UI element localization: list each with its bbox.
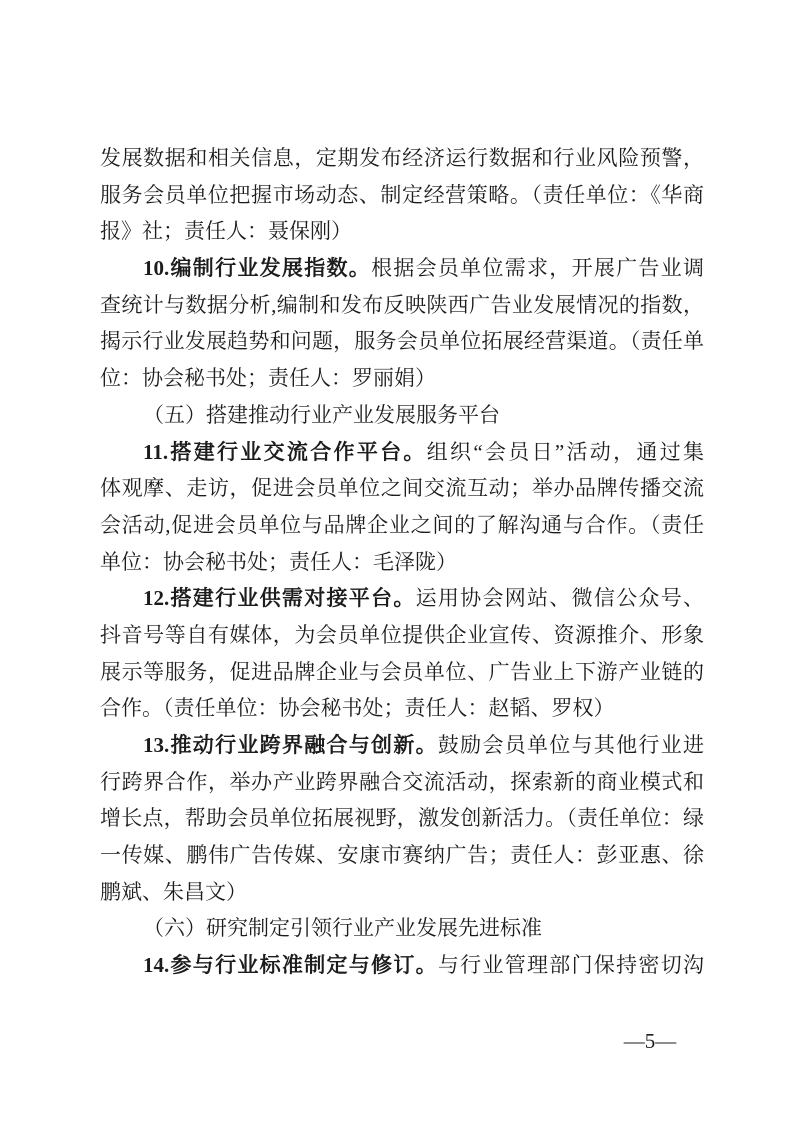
text-line: 会活动,促进会员单位与品牌企业之间的了解沟通与合作。（责任 bbox=[100, 512, 704, 537]
text-line: 12.搭建行业供需对接平台。运用协会网站、微信公众号、 bbox=[143, 586, 704, 611]
item-title: 14.参与行业标准制定与修订。 bbox=[143, 953, 438, 978]
item-title: 13.推动行业跨界融合与创新。 bbox=[143, 733, 438, 757]
text-line: 合作。（责任单位：协会秘书处；责任人：赵韬、罗权） bbox=[100, 696, 615, 721]
text-line: 查统计与数据分析,编制和发布反映陕西广告业发展情况的指数， bbox=[100, 292, 704, 317]
text-line: 11.搭建行业交流合作平台。组织“会员日”活动，通过集 bbox=[143, 439, 704, 464]
text-line: 揭示行业发展趋势和问题，服务会员单位拓展经营渠道。（责任单 bbox=[100, 329, 704, 354]
item-title: 11.搭建行业交流合作平台。 bbox=[143, 439, 427, 464]
text-line: 抖音号等自有媒体，为会员单位提供企业宣传、资源推介、形象 bbox=[100, 622, 704, 647]
text-line: 一传媒、鹏伟广告传媒、安康市赛纳广告；责任人：彭亚惠、徐 bbox=[100, 843, 704, 868]
text-line: 发展数据和相关信息，定期发布经济运行数据和行业风险预警， bbox=[100, 146, 704, 170]
text-line: 报》社；责任人：聂保刚） bbox=[100, 219, 352, 244]
section-heading-line: （五）搭建推动行业产业发展服务平台 bbox=[143, 402, 500, 427]
item-title: 10.编制行业发展指数。 bbox=[143, 256, 372, 281]
text-line: 14.参与行业标准制定与修订。与行业管理部门保持密切沟 bbox=[143, 953, 704, 978]
text-line: 展示等服务，促进品牌企业与会员单位、广告业上下游产业链的 bbox=[100, 659, 704, 684]
text-line: 行跨界合作，举办产业跨界融合交流活动，探索新的商业模式和 bbox=[100, 769, 704, 794]
section-heading-line: （六）研究制定引领行业产业发展先进标准 bbox=[143, 916, 542, 941]
page-number: —5— bbox=[623, 1029, 677, 1053]
text-line: 体观摩、走访，促进会员单位之间交流互动；举办品牌传播交流 bbox=[100, 476, 704, 501]
text-line: 13.推动行业跨界融合与创新。鼓励会员单位与其他行业进 bbox=[143, 733, 704, 757]
text-line: 增长点，帮助会员单位拓展视野，激发创新活力。（责任单位：绿 bbox=[100, 806, 704, 831]
text-line: 10.编制行业发展指数。根据会员单位需求，开展广告业调 bbox=[143, 256, 704, 281]
text-line: 位：协会秘书处；责任人：罗丽娟） bbox=[100, 366, 436, 391]
text-line: 单位：协会秘书处；责任人：毛泽陇） bbox=[100, 549, 457, 574]
text-line: 鹏斌、朱昌文） bbox=[100, 879, 247, 904]
text-line: 服务会员单位把握市场动态、制定经营策略。（责任单位：《华商 bbox=[100, 182, 704, 207]
item-title: 12.搭建行业供需对接平台。 bbox=[143, 586, 416, 611]
document-content bbox=[100, 140, 704, 984]
